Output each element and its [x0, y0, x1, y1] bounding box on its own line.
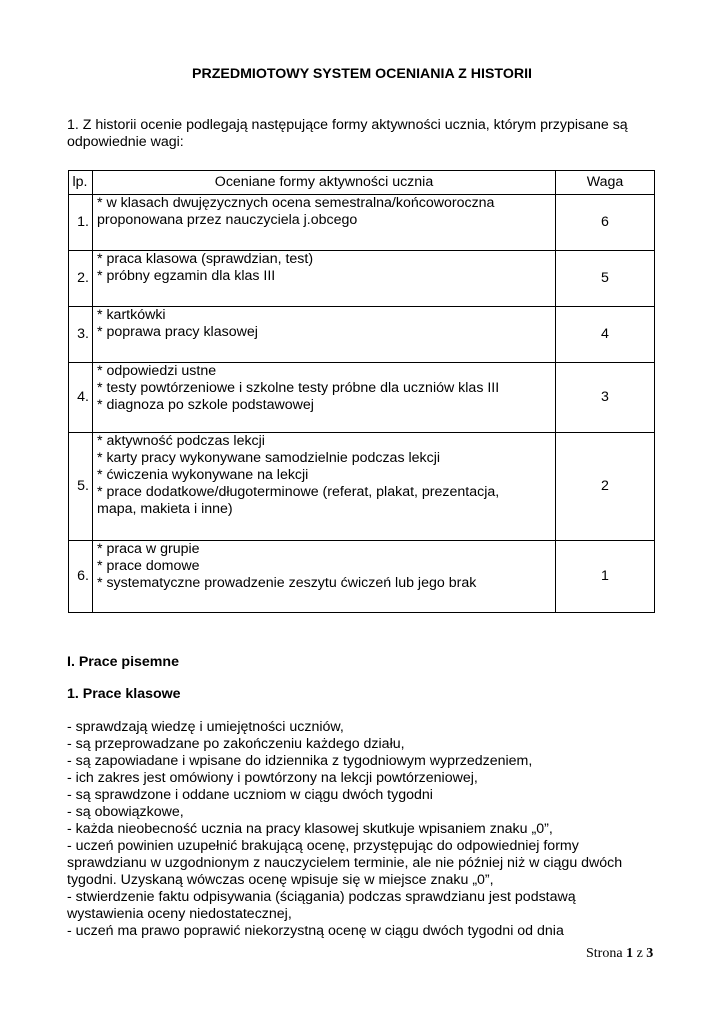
header-weight: Waga [556, 171, 655, 195]
rule-line: - są sprawdzone i oddane uczniom w ciągu dwóch tygodni [67, 787, 433, 803]
form-line: * systematyczne prowadzenie zeszytu ćwiczeń lub jego brak [97, 575, 477, 591]
rule-line: - są zapowiadane i wpisane do idziennika z tygodniowym wyprzedzeniem, [67, 753, 533, 769]
row-weight: 3 [556, 363, 655, 433]
row-forms [93, 363, 556, 433]
rule-line: - stwierdzenie faktu odpisywania (ściągania) podczas sprawdzianu jest podstawą [67, 889, 576, 905]
form-line: * diagnoza po szkole podstawowej [97, 397, 314, 413]
form-line: * aktywność podczas lekcji [97, 433, 265, 449]
page-footer [586, 945, 653, 962]
form-line: * odpowiedzi ustne [97, 363, 217, 379]
form-line: * prace dodatkowe/długoterminowe (referat, plakat, prezentacja, [97, 484, 500, 500]
rule-line: - są obowiązkowe, [67, 804, 184, 820]
row-weight: 1 [556, 541, 655, 613]
rule-line: wystawienia oceny niedostatecznej, [67, 906, 292, 922]
rule-line: sprawdzianu w uzgodnionym z nauczycielem terminie, ale nie później niż w ciągu dwóch [67, 855, 623, 871]
row-forms [93, 433, 556, 541]
row-forms [93, 251, 556, 307]
row-forms [93, 307, 556, 363]
footer-label: Strona [586, 946, 623, 961]
table-row [69, 307, 655, 363]
header-lp: lp. [69, 171, 93, 195]
form-line: proponowana przez nauczyciela j.obcego [97, 212, 358, 228]
form-line: * praca klasowa (sprawdzian, test) [97, 251, 314, 267]
row-forms [93, 541, 556, 613]
footer-sep: z [636, 946, 643, 961]
rule-line: - sprawdzają wiedzę i umiejętności uczniów, [67, 719, 344, 735]
header-forms: Oceniane formy aktywności ucznia [93, 171, 556, 195]
table-row [69, 251, 655, 307]
intro-paragraph: 1. Z historii ocenie podlegają następujące formy aktywności ucznia, którym przypisane są odpowiednie wagi: [67, 117, 628, 150]
row-weight: 6 [556, 195, 655, 251]
rule-line: - uczeń powinien uzupełnić brakującą ocenę, przystępując do odpowiedniej formy [67, 838, 579, 854]
table-row [69, 433, 655, 541]
row-weight: 2 [556, 433, 655, 541]
row-number: 1. [69, 195, 93, 251]
rules-list [67, 719, 667, 940]
form-line: * testy powtórzeniowe i szkolne testy próbne dla uczniów klas III [97, 380, 500, 396]
row-number: 3. [69, 307, 93, 363]
form-line: * próbny egzamin dla klas III [97, 268, 276, 284]
footer-current-page: 1 [626, 946, 634, 961]
rule-line: - ich zakres jest omówiony i powtórzony na lekcji powtórzeniowej, [67, 770, 478, 786]
document-title: PRZEDMIOTOWY SYSTEM OCENIANIA Z HISTORII [191, 66, 532, 82]
form-line: * karty pracy wykonywane samodzielnie podczas lekcji [97, 450, 441, 466]
form-line: * prace domowe [97, 558, 200, 574]
section-heading: I. Prace pisemne [67, 654, 179, 670]
section-subheading: 1. Prace klasowe [67, 686, 181, 702]
row-forms [93, 195, 556, 251]
form-line: * ćwiczenia wykonywane na lekcji [97, 467, 309, 483]
weights-table [68, 170, 655, 613]
table-row [69, 195, 655, 251]
rule-line: - są przeprowadzane po zakończeniu każdego działu, [67, 736, 405, 752]
rule-line: tygodni. Uzyskaną wówczas ocenę wpisuje się w miejsce znaku „0”, [67, 872, 494, 888]
table-header-row [69, 171, 655, 195]
rule-line: - każda nieobecność ucznia na pracy klasowej skutkuje wpisaniem znaku „0”, [67, 821, 553, 837]
row-number: 6. [69, 541, 93, 613]
row-number: 5. [69, 433, 93, 541]
form-line: * w klasach dwujęzycznych ocena semestralna/końcoworoczna [97, 195, 495, 211]
rule-line: - uczeń ma prawo poprawić niekorzystną ocenę w ciągu dwóch tygodni od dnia [67, 923, 564, 939]
table-row [69, 541, 655, 613]
footer-total-pages: 3 [646, 946, 654, 961]
form-line: * poprawa pracy klasowej [97, 324, 258, 340]
form-line: mapa, makieta i inne) [97, 501, 233, 517]
row-weight: 5 [556, 251, 655, 307]
form-line: * kartkówki [97, 307, 166, 323]
table-row [69, 363, 655, 433]
table-body [69, 195, 655, 613]
form-line: * praca w grupie [97, 541, 200, 557]
row-number: 4. [69, 363, 93, 433]
row-weight: 4 [556, 307, 655, 363]
row-number: 2. [69, 251, 93, 307]
